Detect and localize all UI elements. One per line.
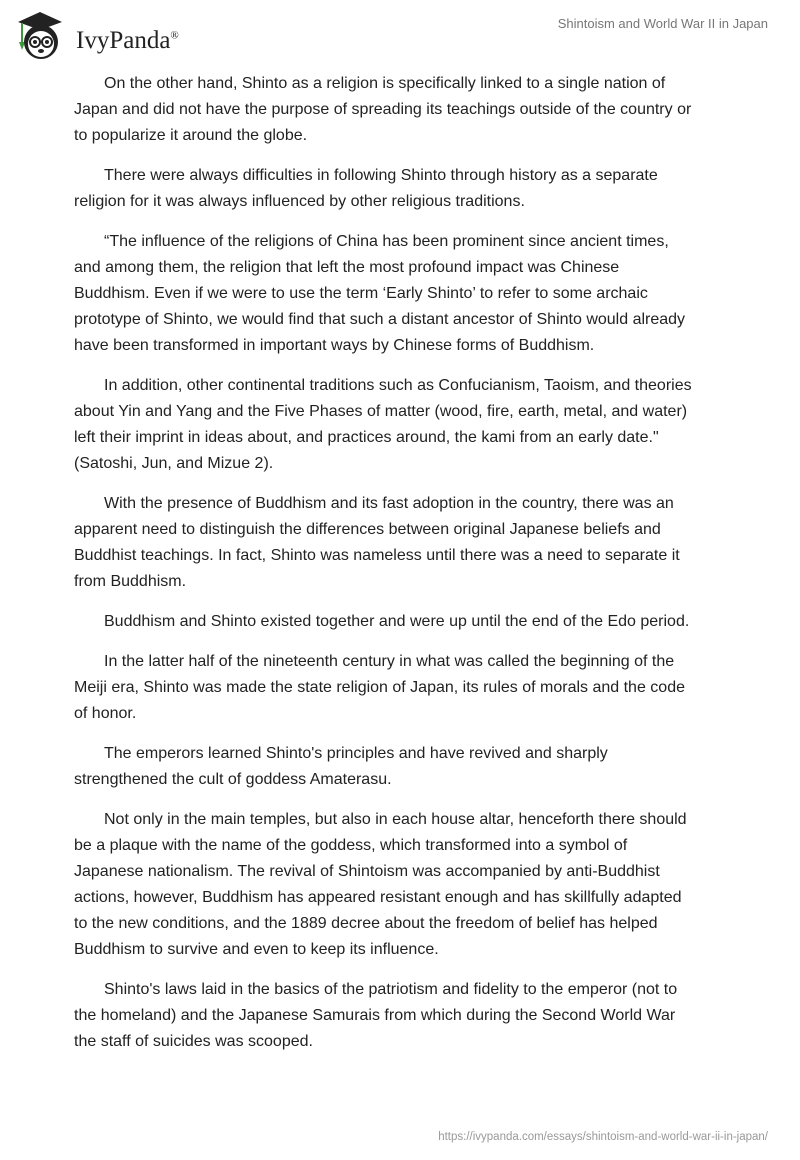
panda-graduate-icon [12,8,74,64]
paragraph-line: Not only in the main temples, but also in each house altar, henceforth there should [104,811,687,828]
paragraph-line: (Satoshi, Jun, and Mizue 2). [74,455,274,472]
paragraph-line: Buddhism to survive and even to keep its influence. [74,941,439,958]
paragraph-line: apparent need to distinguish the differences between original Japanese beliefs and [74,521,661,538]
paragraph [74,163,734,215]
paragraph [74,649,734,727]
paragraph-line: religion for it was always influenced by other religious traditions. [74,193,525,210]
paragraph-line: Buddhism and Shinto existed together and were up until the end of the Edo period. [104,613,690,630]
paragraph-line: strengthened the cult of goddess Amaterasu. [74,771,392,788]
paragraph-line: Japan and did not have the purpose of spreading its teachings outside of the country or [74,101,692,118]
paragraph-line: Japanese nationalism. The revival of Shintoism was accompanied by anti-Buddhist [74,863,660,880]
paragraph-line: actions, however, Buddhism has appeared resistant enough and has skillfully adapted [74,889,682,906]
paragraph-line: to the new conditions, and the 1889 decree about the freedom of belief has helped [74,915,658,932]
paragraph [74,373,734,477]
paragraph [74,229,734,359]
paragraph-line: With the presence of Buddhism and its fast adoption in the country, there was an [104,495,674,512]
paragraph-line: prototype of Shinto, we would find that such a distant ancestor of Shinto would already [74,311,686,328]
ivypanda-logo[interactable] [12,8,179,64]
paragraph-line: Shinto's laws laid in the basics of the patriotism and fidelity to the emperor (not to [104,981,678,998]
paragraph [74,741,734,793]
paragraph [74,977,734,1055]
paragraph [74,71,734,149]
paragraph-line: from Buddhism. [74,573,187,590]
logo-text: IvyPanda® [76,27,179,54]
paragraph-line: about Yin and Yang and the Five Phases of matter (wood, fire, earth, metal, and water) [74,403,688,420]
paragraph-line: There were always difficulties in following Shinto through history as a separate [104,167,658,184]
paragraph-line: have been transformed in important ways by Chinese forms of Buddhism. [74,337,595,354]
source-url[interactable]: https://ivypanda.com/essays/shintoism-and-world-war-ii-in-japan/ [438,1131,768,1143]
paragraph-line: In addition, other continental traditions such as Confucianism, Taoism, and theories [104,377,692,394]
paragraph-line: On the other hand, Shinto as a religion is specifically linked to a single nation of [104,75,666,92]
paragraph-line: “The influence of the religions of China has been prominent since ancient times, [104,233,669,250]
paragraph [74,491,734,595]
paragraph [74,609,734,635]
paragraph-line: and among them, the religion that left the most profound impact was Chinese [74,259,620,276]
document-title: Shintoism and World War II in Japan [557,16,768,31]
paragraph-line: Buddhist teachings. In fact, Shinto was nameless until there was a need to separate it [74,547,680,564]
paragraph-line: of honor. [74,705,137,722]
paragraph-line: to popularize it around the globe. [74,127,308,144]
paragraph-line: left their imprint in ideas about, and practices around, the kami from an early date." [74,429,659,446]
paragraph-line: The emperors learned Shinto's principles and have revived and sharply [104,745,608,762]
paragraph-line: In the latter half of the nineteenth century in what was called the beginning of the [104,653,675,670]
paragraph-line: the homeland) and the Japanese Samurais from which during the Second World War [74,1007,676,1024]
paragraph-line: Buddhism. Even if we were to use the term ‘Early Shinto’ to refer to some archaic [74,285,648,302]
paragraph-line: Meiji era, Shinto was made the state religion of Japan, its rules of morals and the code [74,679,685,696]
essay-body [74,71,734,1069]
paragraph-line: be a plaque with the name of the goddess, which transformed into a symbol of [74,837,628,854]
paragraph [74,807,734,963]
paragraph-line: the staff of suicides was scooped. [74,1033,313,1050]
